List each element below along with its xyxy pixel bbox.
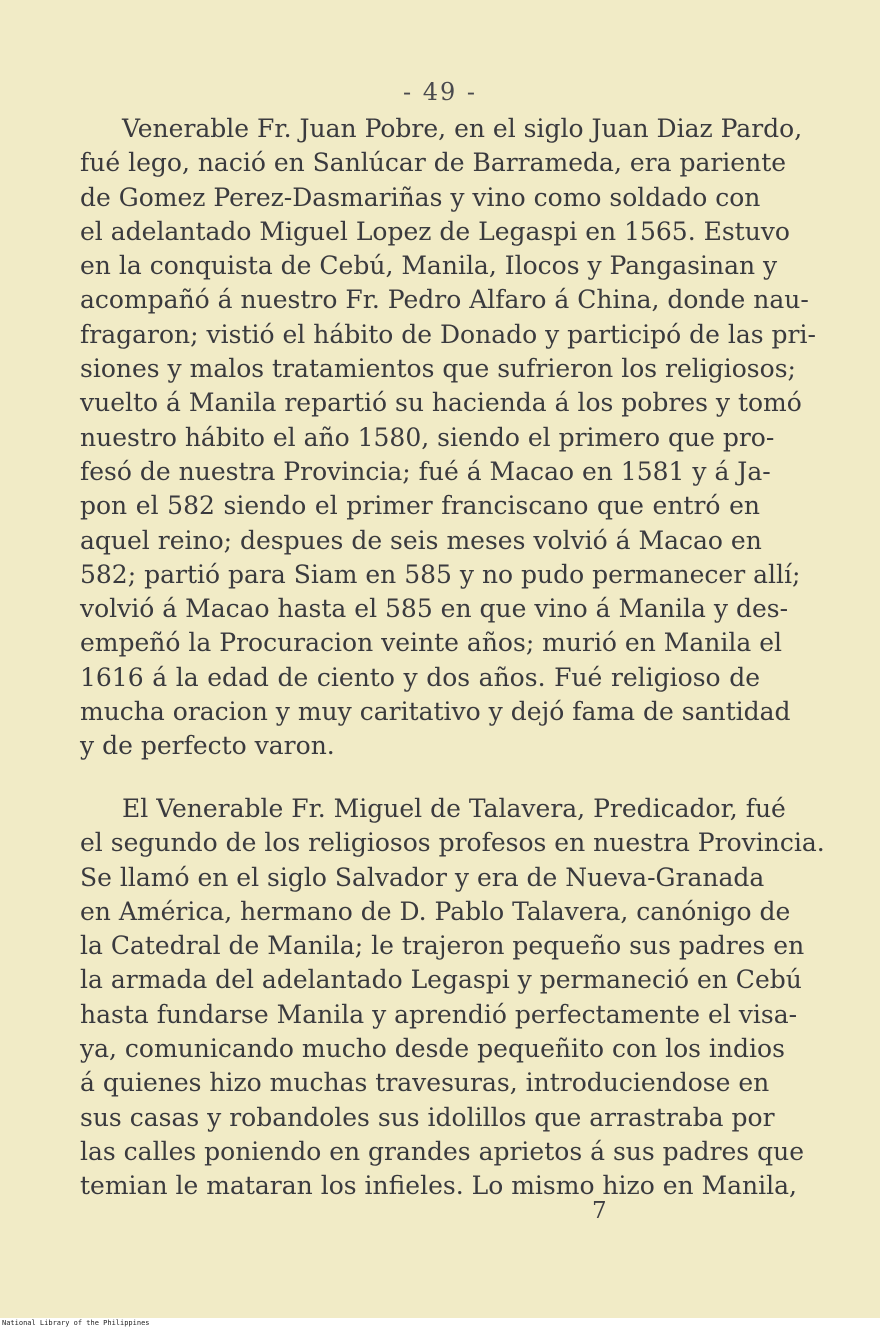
text-line: aquel reino; despues de seis meses volvió á Macao en — [80, 525, 762, 555]
text-line: el adelantado Miguel Lopez de Legaspi en 1565. Estuvo — [80, 216, 790, 246]
text-line: vuelto á Manila repartió su hacienda á los pobres y tomó — [80, 388, 802, 418]
text-line: fragaron; vistió el hábito de Donado y participó de las pri- — [80, 319, 816, 349]
text-line: de Gomez Perez-Dasmariñas y vino como soldado con — [80, 182, 761, 212]
library-credit: National Library of the Philippines — [2, 1319, 150, 1327]
text-line: á quienes hizo muchas travesuras, introduciendose en — [80, 1068, 770, 1098]
text-line: acompañó á nuestro Fr. Pedro Alfaro á China, donde nau- — [80, 285, 809, 315]
text-line: el segundo de los religiosos profesos en nuestra Provincia. — [80, 828, 825, 858]
page-number: - 49 - — [402, 78, 477, 106]
text-line: El Venerable Fr. Miguel de Talavera, Predicador, fué — [122, 794, 786, 823]
text-line: temian le mataran los infieles. Lo mismo hizo en Manila, — [80, 1171, 797, 1201]
paragraph-juan-pobre — [80, 112, 816, 764]
text-line: 582; partió para Siam en 585 y no pudo permanecer allí; — [80, 559, 801, 589]
text-line: mucha oracion y muy caritativo y dejó fama de santidad — [80, 697, 791, 727]
text-line: Se llamó en el siglo Salvador y era de Nueva-Granada — [80, 862, 765, 892]
text-line: pon el 582 siendo el primer franciscano que entró en — [80, 491, 760, 521]
text-line: la armada del adelantado Legaspi y permaneció en Cebú — [80, 965, 802, 995]
signature-mark: 7 — [592, 1198, 607, 1224]
text-line: nuestro hábito el año 1580, siendo el primero que pro- — [80, 422, 775, 452]
paragraph-miguel-talavera — [80, 792, 825, 1204]
text-line: en América, hermano de D. Pablo Talavera, canónigo de — [80, 896, 791, 926]
footer-bar — [0, 1318, 880, 1328]
text-line: empeñó la Procuracion veinte años; murió en Manila el — [80, 628, 783, 658]
text-line: hasta fundarse Manila y aprendió perfectamente el visa- — [80, 999, 798, 1029]
text-line: fué lego, nació en Sanlúcar de Barrameda, era pariente — [80, 148, 787, 178]
text-line: y de perfecto varon. — [80, 731, 335, 761]
text-line: la Catedral de Manila; le trajeron pequeño sus padres en — [80, 931, 805, 961]
text-line: 1616 á la edad de ciento y dos años. Fué religioso de — [80, 662, 760, 692]
text-line: ya, comunicando mucho desde pequeñito con los indios — [80, 1034, 785, 1064]
text-line: siones y malos tratamientos que sufrieron los religiosos; — [80, 354, 796, 384]
text-line: volvió á Macao hasta el 585 en que vino á Manila y des- — [80, 594, 789, 624]
text-line: sus casas y robandoles sus idolillos que arrastraba por — [80, 1102, 775, 1132]
text-line: fesó de nuestra Provincia; fué á Macao en 1581 y á Ja- — [80, 456, 771, 486]
text-line: las calles poniendo en grandes aprietos á sus padres que — [80, 1136, 804, 1166]
text-line: Venerable Fr. Juan Pobre, en el siglo Juan Diaz Pardo, — [122, 114, 803, 143]
text-line: en la conquista de Cebú, Manila, Ilocos y Pangasinan y — [80, 251, 778, 281]
